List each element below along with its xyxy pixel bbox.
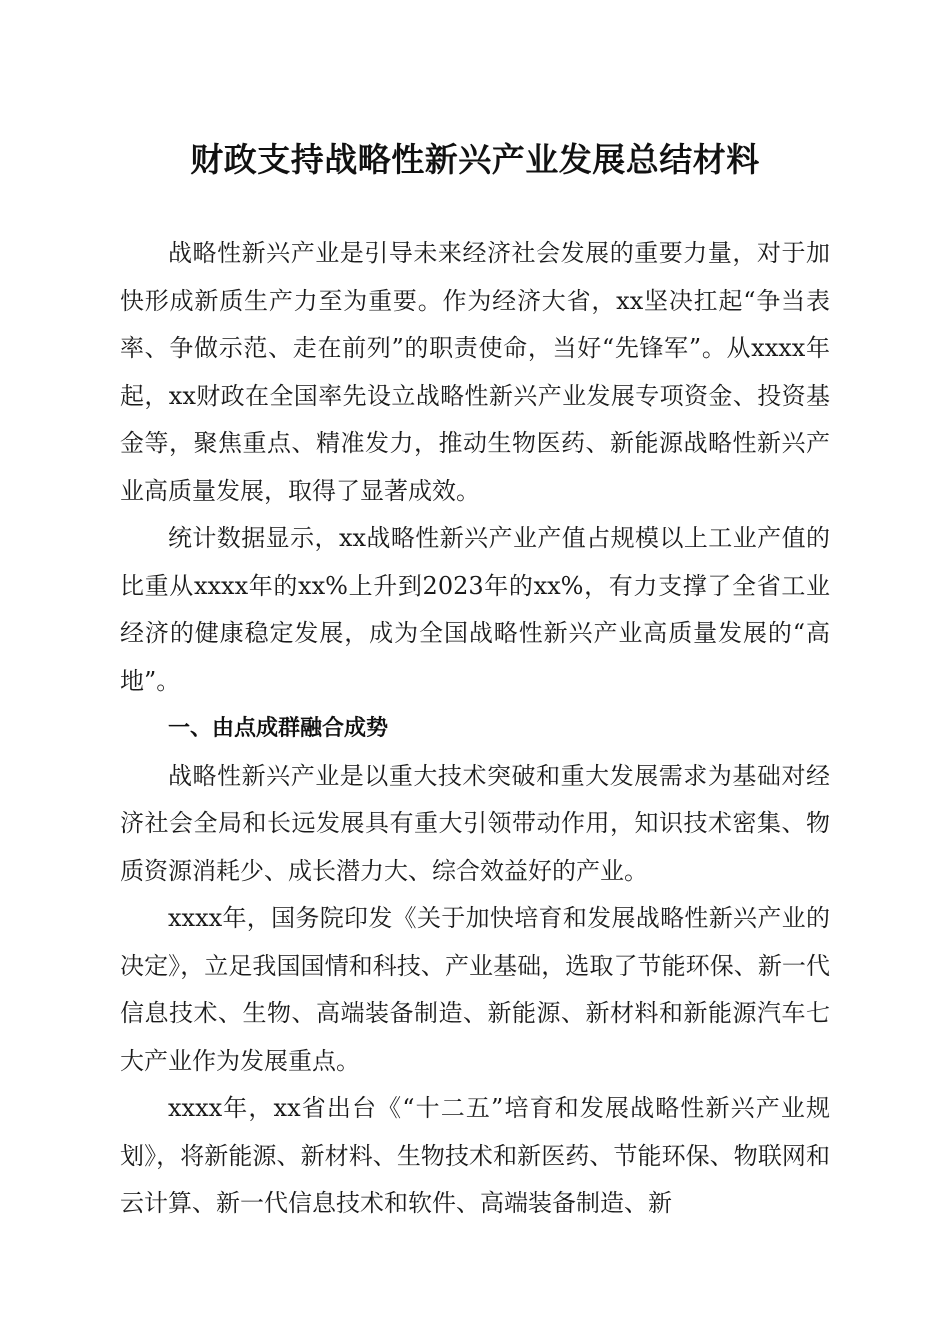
statistics-paragraph: 统计数据显示，xx战略性新兴产业产值占规模以上工业产值的比重从xxxx年的xx%上升到2023年的xx%，有力支撑了全省工业经济的健康稳定发展，成为全国战略性新兴产业高质量发展的“高地”。 — [120, 524, 830, 695]
document-body — [120, 230, 830, 1228]
section-paragraph: 战略性新兴产业是以重大技术突破和重大发展需求为基础对经济社会全局和长远发展具有重大引领带动作用，知识技术密集、物质资源消耗少、成长潜力大、综合效益好的产业。 — [120, 761, 830, 885]
intro-paragraph: 战略性新兴产业是引导未来经济社会发展的重要力量，对于加快形成新质生产力至为重要。作为经济大省，xx坚决扛起“争当表率、争做示范、走在前列”的职责使命，当好“先锋军”。从xxxx年起，xx财政在全国率先设立战略性新兴产业发展专项资金、投资基金等，聚焦重点、精准发力，推动生物医药、新能源战略性新兴产业高质量发展，取得了显著成效。 — [120, 239, 830, 505]
document-title: 财政支持战略性新兴产业发展总结材料 — [190, 140, 760, 179]
section-paragraph: xxxx年，国务院印发《关于加快培育和发展战略性新兴产业的决定》，立足我国国情和科技、产业基础，选取了节能环保、新一代信息技术、生物、高端装备制造、新能源、新材料和新能源汽车七大产业作为发展重点。 — [120, 904, 830, 1075]
section-heading: 一、由点成群融合成势 — [168, 716, 389, 741]
section-paragraph: xxxx年，xx省出台《“十二五”培育和发展战略性新兴产业规划》，将新能源、新材料、生物技术和新医药、节能环保、物联网和云计算、新一代信息技术和软件、高端装备制造、新 — [120, 1094, 830, 1217]
